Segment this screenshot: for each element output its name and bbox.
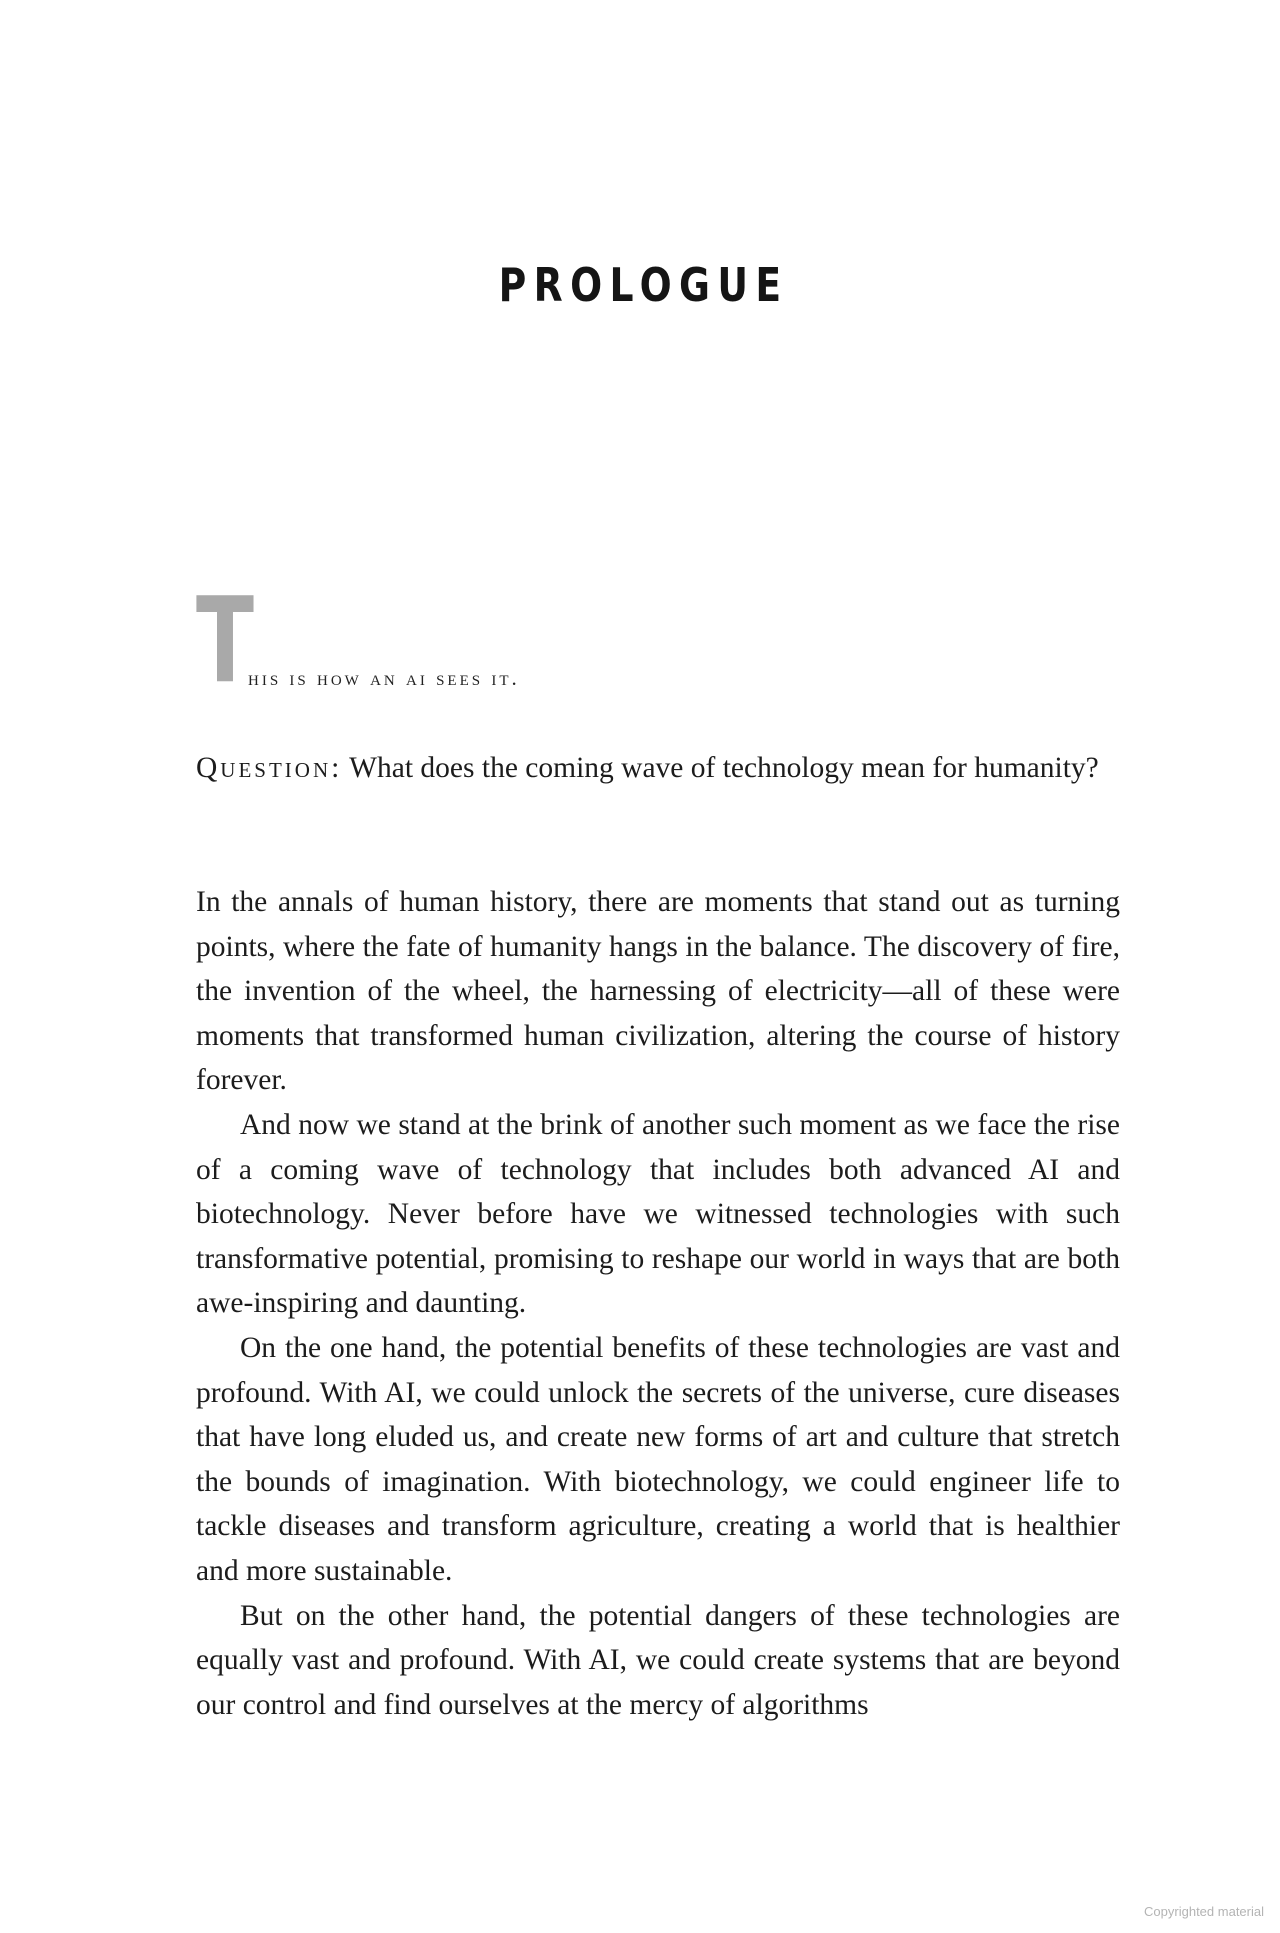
paragraph: On the one hand, the potential benefits of these technologies are vast and profound. With AI, we could unlock the secrets of the universe, cure diseases that have long eluded us, and create new forms of art and culture that stretch the bounds of imagination. With biotechnology, we could engineer life to tackle diseases and transform agriculture, creating a world that is healthier and more sustainable. bbox=[196, 1331, 1120, 1587]
copyright-watermark: Copyrighted material bbox=[1144, 1904, 1264, 1919]
opener-line: his is how an ai sees it. bbox=[248, 666, 520, 690]
question-label: Question: bbox=[196, 752, 343, 784]
question-text: What does the coming wave of technology mean for humanity? bbox=[349, 752, 1099, 784]
paragraph: In the annals of human history, there are moments that stand out as turning points, where the fate of humanity hangs in the balance. The discovery of fire, the invention of the wheel, the harnessing of electricity—all of these were moments that transformed human civilization, altering the course of history forever. bbox=[196, 886, 1120, 1097]
chapter-opener bbox=[196, 571, 1120, 709]
paragraph: But on the other hand, the potential dangers of these technologies are equally vast and profound. With AI, we could create systems that are beyond our control and find ourselves at the mercy of algorithms bbox=[196, 1599, 1120, 1721]
paragraph: And now we stand at the brink of another such moment as we face the rise of a coming wave of technology that includes both advanced AI and biotechnology. Never before have we witnessed technologies with such transformative potential, promising to reshape our world in ways that are both awe-inspiring and daunting. bbox=[196, 1108, 1120, 1320]
question-paragraph bbox=[196, 746, 1120, 791]
body-text bbox=[196, 880, 1120, 1727]
chapter-title: PROLOGUE bbox=[498, 258, 789, 312]
drop-cap: T bbox=[196, 571, 254, 709]
